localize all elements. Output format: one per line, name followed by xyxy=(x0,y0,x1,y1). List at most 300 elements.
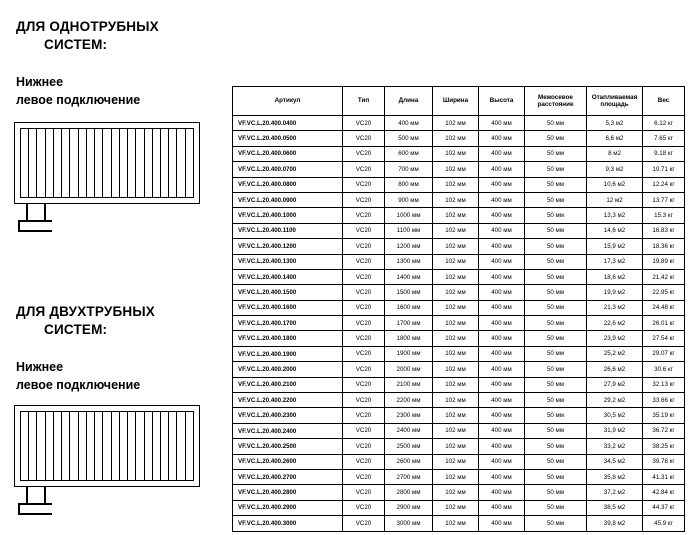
table-row xyxy=(233,408,685,423)
cell-axis-distance: 50 мм xyxy=(525,116,587,131)
cell-weight: 32.13 кг xyxy=(643,377,685,392)
cell-heated-area: 39,8 м2 xyxy=(587,516,643,531)
radiator-fin xyxy=(45,128,46,198)
cell-width: 102 мм xyxy=(433,269,479,284)
cell-weight: 12.24 кг xyxy=(643,177,685,192)
cell-article: VF.VC.L.20.400.1900 xyxy=(233,346,343,361)
cell-height: 400 мм xyxy=(479,177,525,192)
radiator-fin xyxy=(152,128,153,198)
radiator-fin xyxy=(61,128,62,198)
cell-width: 102 мм xyxy=(433,377,479,392)
cell-axis-distance: 50 мм xyxy=(525,162,587,177)
single-pipe-heading xyxy=(16,18,221,54)
cell-type: VC20 xyxy=(343,223,385,238)
cell-axis-distance: 50 мм xyxy=(525,362,587,377)
cell-article: VF.VC.L.20.400.2700 xyxy=(233,469,343,484)
cell-weight: 13.77 кг xyxy=(643,192,685,207)
cell-height: 400 мм xyxy=(479,469,525,484)
cell-width: 102 мм xyxy=(433,439,479,454)
radiator-fin xyxy=(94,128,95,198)
pipe-horizontal-lower xyxy=(18,513,52,515)
pipe-horizontal-lower xyxy=(18,230,52,232)
column-header-article: Артикул xyxy=(233,87,343,116)
cell-weight: 44.37 кг xyxy=(643,500,685,515)
cell-weight: 6.12 кг xyxy=(643,116,685,131)
table-row xyxy=(233,454,685,469)
radiator-fin xyxy=(102,411,103,481)
cell-weight: 41.31 кг xyxy=(643,469,685,484)
cell-height: 400 мм xyxy=(479,346,525,361)
cell-type: VC20 xyxy=(343,485,385,500)
cell-length: 600 мм xyxy=(385,146,433,161)
table-row xyxy=(233,423,685,438)
single-pipe-section xyxy=(16,18,221,109)
cell-article: VF.VC.L.20.400.0800 xyxy=(233,177,343,192)
single-pipe-subheading-line2: левое подключение xyxy=(16,92,141,107)
cell-article: VF.VC.L.20.400.2000 xyxy=(233,362,343,377)
cell-type: VC20 xyxy=(343,162,385,177)
pipe-vertical-left xyxy=(26,487,28,504)
table-row xyxy=(233,146,685,161)
cell-article: VF.VC.L.20.400.0500 xyxy=(233,131,343,146)
radiator-fin xyxy=(78,128,79,198)
radiator-fin xyxy=(160,411,161,481)
cell-height: 400 мм xyxy=(479,500,525,515)
table-row xyxy=(233,254,685,269)
radiator-fin xyxy=(152,411,153,481)
cell-width: 102 мм xyxy=(433,239,479,254)
radiator-fin xyxy=(28,411,29,481)
cell-heated-area: 9,3 м2 xyxy=(587,162,643,177)
cell-height: 400 мм xyxy=(479,192,525,207)
table-header-row xyxy=(233,87,685,116)
cell-length: 2200 мм xyxy=(385,393,433,408)
cell-axis-distance: 50 мм xyxy=(525,500,587,515)
cell-width: 102 мм xyxy=(433,331,479,346)
table-row xyxy=(233,469,685,484)
cell-height: 400 мм xyxy=(479,362,525,377)
cell-length: 700 мм xyxy=(385,162,433,177)
radiator-fin xyxy=(193,128,194,198)
radiator-fin xyxy=(69,411,70,481)
cell-length: 2500 мм xyxy=(385,439,433,454)
cell-heated-area: 22,6 м2 xyxy=(587,316,643,331)
radiator-fin xyxy=(45,411,46,481)
cell-width: 102 мм xyxy=(433,316,479,331)
cell-height: 400 мм xyxy=(479,285,525,300)
cell-heated-area: 35,8 м2 xyxy=(587,469,643,484)
cell-width: 102 мм xyxy=(433,285,479,300)
table-row xyxy=(233,285,685,300)
table-body xyxy=(233,116,685,532)
cell-height: 400 мм xyxy=(479,516,525,531)
radiator-fin xyxy=(119,128,120,198)
cell-weight: 19.89 кг xyxy=(643,254,685,269)
cell-width: 102 мм xyxy=(433,485,479,500)
cell-length: 1300 мм xyxy=(385,254,433,269)
radiator-fin xyxy=(86,128,87,198)
cell-width: 102 мм xyxy=(433,500,479,515)
radiator-fin xyxy=(61,411,62,481)
cell-axis-distance: 50 мм xyxy=(525,223,587,238)
radiator-fin xyxy=(144,128,145,198)
cell-length: 1000 мм xyxy=(385,208,433,223)
cell-heated-area: 27,9 м2 xyxy=(587,377,643,392)
cell-axis-distance: 50 мм xyxy=(525,192,587,207)
cell-length: 1900 мм xyxy=(385,346,433,361)
single-pipe-subheading xyxy=(16,73,221,109)
radiator-fin xyxy=(102,128,103,198)
cell-heated-area: 33,2 м2 xyxy=(587,439,643,454)
cell-axis-distance: 50 мм xyxy=(525,331,587,346)
cell-height: 400 мм xyxy=(479,162,525,177)
cell-weight: 10.71 кг xyxy=(643,162,685,177)
radiator-fin xyxy=(20,128,21,198)
cell-height: 400 мм xyxy=(479,223,525,238)
cell-article: VF.VC.L.20.400.2900 xyxy=(233,500,343,515)
column-header-width: Ширина xyxy=(433,87,479,116)
cell-heated-area: 23,9 м2 xyxy=(587,331,643,346)
cell-type: VC20 xyxy=(343,423,385,438)
cell-axis-distance: 50 мм xyxy=(525,300,587,315)
cell-weight: 36.72 кг xyxy=(643,423,685,438)
cell-article: VF.VC.L.20.400.2200 xyxy=(233,393,343,408)
table-row xyxy=(233,239,685,254)
cell-width: 102 мм xyxy=(433,208,479,223)
cell-article: VF.VC.L.20.400.1800 xyxy=(233,331,343,346)
cell-type: VC20 xyxy=(343,269,385,284)
cell-heated-area: 31,9 м2 xyxy=(587,423,643,438)
cell-axis-distance: 50 мм xyxy=(525,254,587,269)
cell-heated-area: 5,3 м2 xyxy=(587,116,643,131)
cell-heated-area: 30,5 м2 xyxy=(587,408,643,423)
cell-heated-area: 13,3 м2 xyxy=(587,208,643,223)
cell-article: VF.VC.L.20.400.0600 xyxy=(233,146,343,161)
radiator-diagram-single-pipe xyxy=(14,122,210,234)
cell-heated-area: 38,5 м2 xyxy=(587,500,643,515)
table-row xyxy=(233,131,685,146)
cell-heated-area: 37,2 м2 xyxy=(587,485,643,500)
radiator-fin xyxy=(111,128,112,198)
cell-height: 400 мм xyxy=(479,116,525,131)
cell-height: 400 мм xyxy=(479,131,525,146)
cell-type: VC20 xyxy=(343,469,385,484)
cell-weight: 45.9 кг xyxy=(643,516,685,531)
cell-width: 102 мм xyxy=(433,516,479,531)
table-row xyxy=(233,300,685,315)
double-pipe-heading-line1: ДЛЯ ДВУХТРУБНЫХ xyxy=(16,304,155,319)
cell-axis-distance: 50 мм xyxy=(525,208,587,223)
cell-width: 102 мм xyxy=(433,300,479,315)
cell-axis-distance: 50 мм xyxy=(525,285,587,300)
cell-length: 1700 мм xyxy=(385,316,433,331)
cell-width: 102 мм xyxy=(433,131,479,146)
cell-weight: 26.01 кг xyxy=(643,316,685,331)
cell-type: VC20 xyxy=(343,516,385,531)
cell-axis-distance: 50 мм xyxy=(525,469,587,484)
radiator-fin xyxy=(193,411,194,481)
radiator-fin xyxy=(135,128,136,198)
radiator-body xyxy=(14,122,200,204)
cell-type: VC20 xyxy=(343,408,385,423)
table-row xyxy=(233,439,685,454)
radiator-fin xyxy=(176,128,177,198)
cell-article: VF.VC.L.20.400.1700 xyxy=(233,316,343,331)
cell-article: VF.VC.L.20.400.0900 xyxy=(233,192,343,207)
cell-weight: 16.83 кг xyxy=(643,223,685,238)
cell-type: VC20 xyxy=(343,239,385,254)
cell-weight: 22.95 кг xyxy=(643,285,685,300)
cell-heated-area: 19,9 м2 xyxy=(587,285,643,300)
cell-length: 1800 мм xyxy=(385,331,433,346)
cell-weight: 35.19 кг xyxy=(643,408,685,423)
cell-length: 2700 мм xyxy=(385,469,433,484)
cell-axis-distance: 50 мм xyxy=(525,439,587,454)
cell-heated-area: 12 м2 xyxy=(587,192,643,207)
cell-type: VC20 xyxy=(343,500,385,515)
radiator-fin xyxy=(168,128,169,198)
cell-heated-area: 25,2 м2 xyxy=(587,346,643,361)
cell-length: 2000 мм xyxy=(385,362,433,377)
cell-axis-distance: 50 мм xyxy=(525,269,587,284)
cell-type: VC20 xyxy=(343,393,385,408)
cell-article: VF.VC.L.20.400.1100 xyxy=(233,223,343,238)
cell-height: 400 мм xyxy=(479,300,525,315)
cell-weight: 7.65 кг xyxy=(643,131,685,146)
cell-article: VF.VC.L.20.400.2800 xyxy=(233,485,343,500)
radiator-fin xyxy=(78,411,79,481)
cell-height: 400 мм xyxy=(479,393,525,408)
cell-weight: 27.54 кг xyxy=(643,331,685,346)
cell-length: 1500 мм xyxy=(385,285,433,300)
cell-axis-distance: 50 мм xyxy=(525,393,587,408)
table-row xyxy=(233,269,685,284)
cell-length: 2300 мм xyxy=(385,408,433,423)
cell-article: VF.VC.L.20.400.0700 xyxy=(233,162,343,177)
radiator-fin xyxy=(135,411,136,481)
column-header-height: Высота xyxy=(479,87,525,116)
cell-weight: 9.18 кг xyxy=(643,146,685,161)
cell-width: 102 мм xyxy=(433,146,479,161)
cell-length: 1100 мм xyxy=(385,223,433,238)
cell-axis-distance: 50 мм xyxy=(525,177,587,192)
cell-heated-area: 29,2 м2 xyxy=(587,393,643,408)
pipe-horizontal-upper xyxy=(18,503,52,505)
radiator-fin xyxy=(53,411,54,481)
radiator-fin xyxy=(168,411,169,481)
cell-type: VC20 xyxy=(343,116,385,131)
cell-weight: 29.07 кг xyxy=(643,346,685,361)
radiator-fin xyxy=(94,411,95,481)
table-row xyxy=(233,177,685,192)
cell-type: VC20 xyxy=(343,285,385,300)
cell-heated-area: 17,3 м2 xyxy=(587,254,643,269)
cell-height: 400 мм xyxy=(479,439,525,454)
table-row xyxy=(233,516,685,531)
cell-height: 400 мм xyxy=(479,269,525,284)
cell-type: VC20 xyxy=(343,377,385,392)
table-row xyxy=(233,316,685,331)
pipe-horizontal-upper xyxy=(18,220,52,222)
cell-axis-distance: 50 мм xyxy=(525,516,587,531)
cell-length: 400 мм xyxy=(385,116,433,131)
cell-length: 900 мм xyxy=(385,192,433,207)
cell-type: VC20 xyxy=(343,454,385,469)
cell-width: 102 мм xyxy=(433,469,479,484)
cell-article: VF.VC.L.20.400.0400 xyxy=(233,116,343,131)
radiator-fin xyxy=(111,411,112,481)
radiator-fin xyxy=(160,128,161,198)
cell-heated-area: 10,6 м2 xyxy=(587,177,643,192)
cell-height: 400 мм xyxy=(479,316,525,331)
cell-article: VF.VC.L.20.400.2400 xyxy=(233,423,343,438)
cell-length: 2100 мм xyxy=(385,377,433,392)
cell-length: 800 мм xyxy=(385,177,433,192)
cell-weight: 30.6 кг xyxy=(643,362,685,377)
radiator-fin xyxy=(36,128,37,198)
cell-weight: 33.66 кг xyxy=(643,393,685,408)
table-row xyxy=(233,500,685,515)
radiator-body xyxy=(14,405,200,487)
cell-height: 400 мм xyxy=(479,146,525,161)
cell-height: 400 мм xyxy=(479,485,525,500)
double-pipe-section xyxy=(16,303,221,394)
cell-type: VC20 xyxy=(343,346,385,361)
cell-width: 102 мм xyxy=(433,362,479,377)
radiator-fin xyxy=(185,411,186,481)
cell-heated-area: 21,3 м2 xyxy=(587,300,643,315)
table-row xyxy=(233,116,685,131)
cell-article: VF.VC.L.20.400.1500 xyxy=(233,285,343,300)
cell-weight: 15.3 кг xyxy=(643,208,685,223)
cell-heated-area: 15,9 м2 xyxy=(587,239,643,254)
cell-article: VF.VC.L.20.400.2300 xyxy=(233,408,343,423)
pipe-vertical-right xyxy=(44,204,46,221)
cell-length: 500 мм xyxy=(385,131,433,146)
cell-type: VC20 xyxy=(343,300,385,315)
cell-axis-distance: 50 мм xyxy=(525,346,587,361)
table-row xyxy=(233,362,685,377)
cell-width: 102 мм xyxy=(433,393,479,408)
cell-weight: 24.48 кг xyxy=(643,300,685,315)
cell-article: VF.VC.L.20.400.1200 xyxy=(233,239,343,254)
cell-height: 400 мм xyxy=(479,254,525,269)
cell-width: 102 мм xyxy=(433,254,479,269)
cell-height: 400 мм xyxy=(479,454,525,469)
double-pipe-heading-line2: СИСТЕМ: xyxy=(44,321,108,337)
cell-axis-distance: 50 мм xyxy=(525,454,587,469)
cell-article: VF.VC.L.20.400.2500 xyxy=(233,439,343,454)
table-row xyxy=(233,162,685,177)
cell-type: VC20 xyxy=(343,146,385,161)
specification-table xyxy=(232,86,685,532)
radiator-fin xyxy=(20,411,21,481)
radiator-fin xyxy=(28,128,29,198)
single-pipe-subheading-line1: Нижнее xyxy=(16,74,64,89)
table-row xyxy=(233,208,685,223)
cell-type: VC20 xyxy=(343,131,385,146)
table-row xyxy=(233,346,685,361)
cell-height: 400 мм xyxy=(479,408,525,423)
cell-type: VC20 xyxy=(343,177,385,192)
cell-heated-area: 8 м2 xyxy=(587,146,643,161)
cell-length: 2400 мм xyxy=(385,423,433,438)
cell-length: 1200 мм xyxy=(385,239,433,254)
cell-width: 102 мм xyxy=(433,192,479,207)
cell-length: 3000 мм xyxy=(385,516,433,531)
cell-article: VF.VC.L.20.400.2600 xyxy=(233,454,343,469)
table-row xyxy=(233,223,685,238)
radiator-fins xyxy=(20,411,194,481)
radiator-fin xyxy=(185,128,186,198)
radiator-fin xyxy=(36,411,37,481)
radiator-pipes xyxy=(14,487,200,517)
cell-height: 400 мм xyxy=(479,423,525,438)
table-row xyxy=(233,192,685,207)
radiator-fins xyxy=(20,128,194,198)
pipe-cap xyxy=(18,220,20,231)
radiator-fin xyxy=(127,411,128,481)
cell-article: VF.VC.L.20.400.1600 xyxy=(233,300,343,315)
cell-heated-area: 6,6 м2 xyxy=(587,131,643,146)
cell-type: VC20 xyxy=(343,254,385,269)
cell-type: VC20 xyxy=(343,208,385,223)
cell-axis-distance: 50 мм xyxy=(525,408,587,423)
cell-heated-area: 26,6 м2 xyxy=(587,362,643,377)
cell-width: 102 мм xyxy=(433,223,479,238)
cell-height: 400 мм xyxy=(479,208,525,223)
pipe-vertical-left xyxy=(26,204,28,221)
cell-axis-distance: 50 мм xyxy=(525,377,587,392)
single-pipe-heading-line1: ДЛЯ ОДНОТРУБНЫХ xyxy=(16,19,159,34)
column-header-axis-distance: Межосевое расстояние xyxy=(525,87,587,116)
table-row xyxy=(233,377,685,392)
specification-table-wrapper xyxy=(232,86,684,532)
cell-weight: 42.84 кг xyxy=(643,485,685,500)
cell-width: 102 мм xyxy=(433,162,479,177)
cell-height: 400 мм xyxy=(479,239,525,254)
table-row xyxy=(233,485,685,500)
cell-heated-area: 18,6 м2 xyxy=(587,269,643,284)
radiator-pipes xyxy=(14,204,200,234)
double-pipe-heading xyxy=(16,303,221,339)
cell-length: 2600 мм xyxy=(385,454,433,469)
cell-axis-distance: 50 мм xyxy=(525,131,587,146)
cell-type: VC20 xyxy=(343,316,385,331)
cell-type: VC20 xyxy=(343,439,385,454)
cell-weight: 18.36 кг xyxy=(643,239,685,254)
table-row xyxy=(233,393,685,408)
cell-weight: 39.78 кг xyxy=(643,454,685,469)
cell-article: VF.VC.L.20.400.1300 xyxy=(233,254,343,269)
cell-length: 2900 мм xyxy=(385,500,433,515)
column-header-weight: Вес xyxy=(643,87,685,116)
cell-axis-distance: 50 мм xyxy=(525,146,587,161)
cell-article: VF.VC.L.20.400.1000 xyxy=(233,208,343,223)
cell-height: 400 мм xyxy=(479,331,525,346)
cell-type: VC20 xyxy=(343,192,385,207)
cell-width: 102 мм xyxy=(433,116,479,131)
cell-axis-distance: 50 мм xyxy=(525,239,587,254)
cell-axis-distance: 50 мм xyxy=(525,423,587,438)
cell-length: 2800 мм xyxy=(385,485,433,500)
column-header-length: Длина xyxy=(385,87,433,116)
radiator-fin xyxy=(69,128,70,198)
radiator-fin xyxy=(144,411,145,481)
left-illustration-column xyxy=(0,0,230,535)
single-pipe-heading-line2: СИСТЕМ: xyxy=(44,36,108,52)
cell-axis-distance: 50 мм xyxy=(525,485,587,500)
